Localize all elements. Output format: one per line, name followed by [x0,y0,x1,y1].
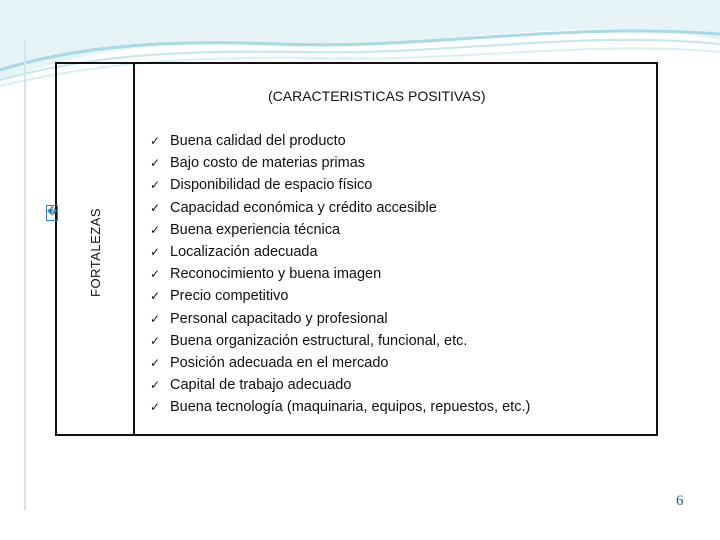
list-item-text: Buena calidad del producto [170,133,346,150]
column-divider [133,64,135,434]
check-icon: ✓ [150,178,161,193]
list-item-text: Buena experiencia técnica [170,221,341,238]
list-item-text: Personal capacitado y profesional [170,310,388,327]
list-item-text: Buena organización estructural, funcional, etc. [170,332,468,349]
list-item-text: Bajo costo de materias primas [170,155,366,172]
check-icon: ✓ [150,400,161,415]
list-item [150,174,530,196]
placeholder-glyph-icon: � [46,205,58,221]
list-item-text: Localización adecuada [170,244,318,261]
check-icon: ✓ [150,311,161,326]
list-item-text: Capacidad económica y crédito accesible [170,199,437,216]
check-icon: ✓ [150,355,161,370]
list-item-text: Posición adecuada en el mercado [170,354,389,371]
list-item [150,130,530,152]
list-item [150,352,530,374]
list-item [150,197,530,219]
list-item [150,285,530,307]
list-item-text: Precio competitivo [170,288,289,305]
check-icon: ✓ [150,200,161,215]
left-frame-line [24,40,26,510]
list-item [150,219,530,241]
list-item [150,263,530,285]
check-icon: ✓ [150,134,161,149]
check-icon: ✓ [150,333,161,348]
list-item [150,396,530,418]
list-item-text: Reconocimiento y buena imagen [170,266,382,283]
section-heading: (CARACTERISTICAS POSITIVAS) [268,88,486,104]
check-icon: ✓ [150,245,161,260]
list-item [150,308,530,330]
list-item-text: Disponibilidad de espacio físico [170,177,373,194]
page-number: 6 [676,493,684,509]
check-icon: ✓ [150,378,161,393]
check-icon: ✓ [150,289,161,304]
list-item-text: Capital de trabajo adecuado [170,377,352,394]
list-item [150,374,530,396]
check-icon: ✓ [150,267,161,282]
strengths-list [150,130,530,418]
list-item [150,152,530,174]
list-item [150,330,530,352]
list-item-text: Buena tecnología (maquinaria, equipos, repuestos, etc.) [170,399,531,416]
check-icon: ✓ [150,222,161,237]
fortalezas-label: FORTALEZAS [88,207,103,297]
check-icon: ✓ [150,156,161,171]
list-item [150,241,530,263]
